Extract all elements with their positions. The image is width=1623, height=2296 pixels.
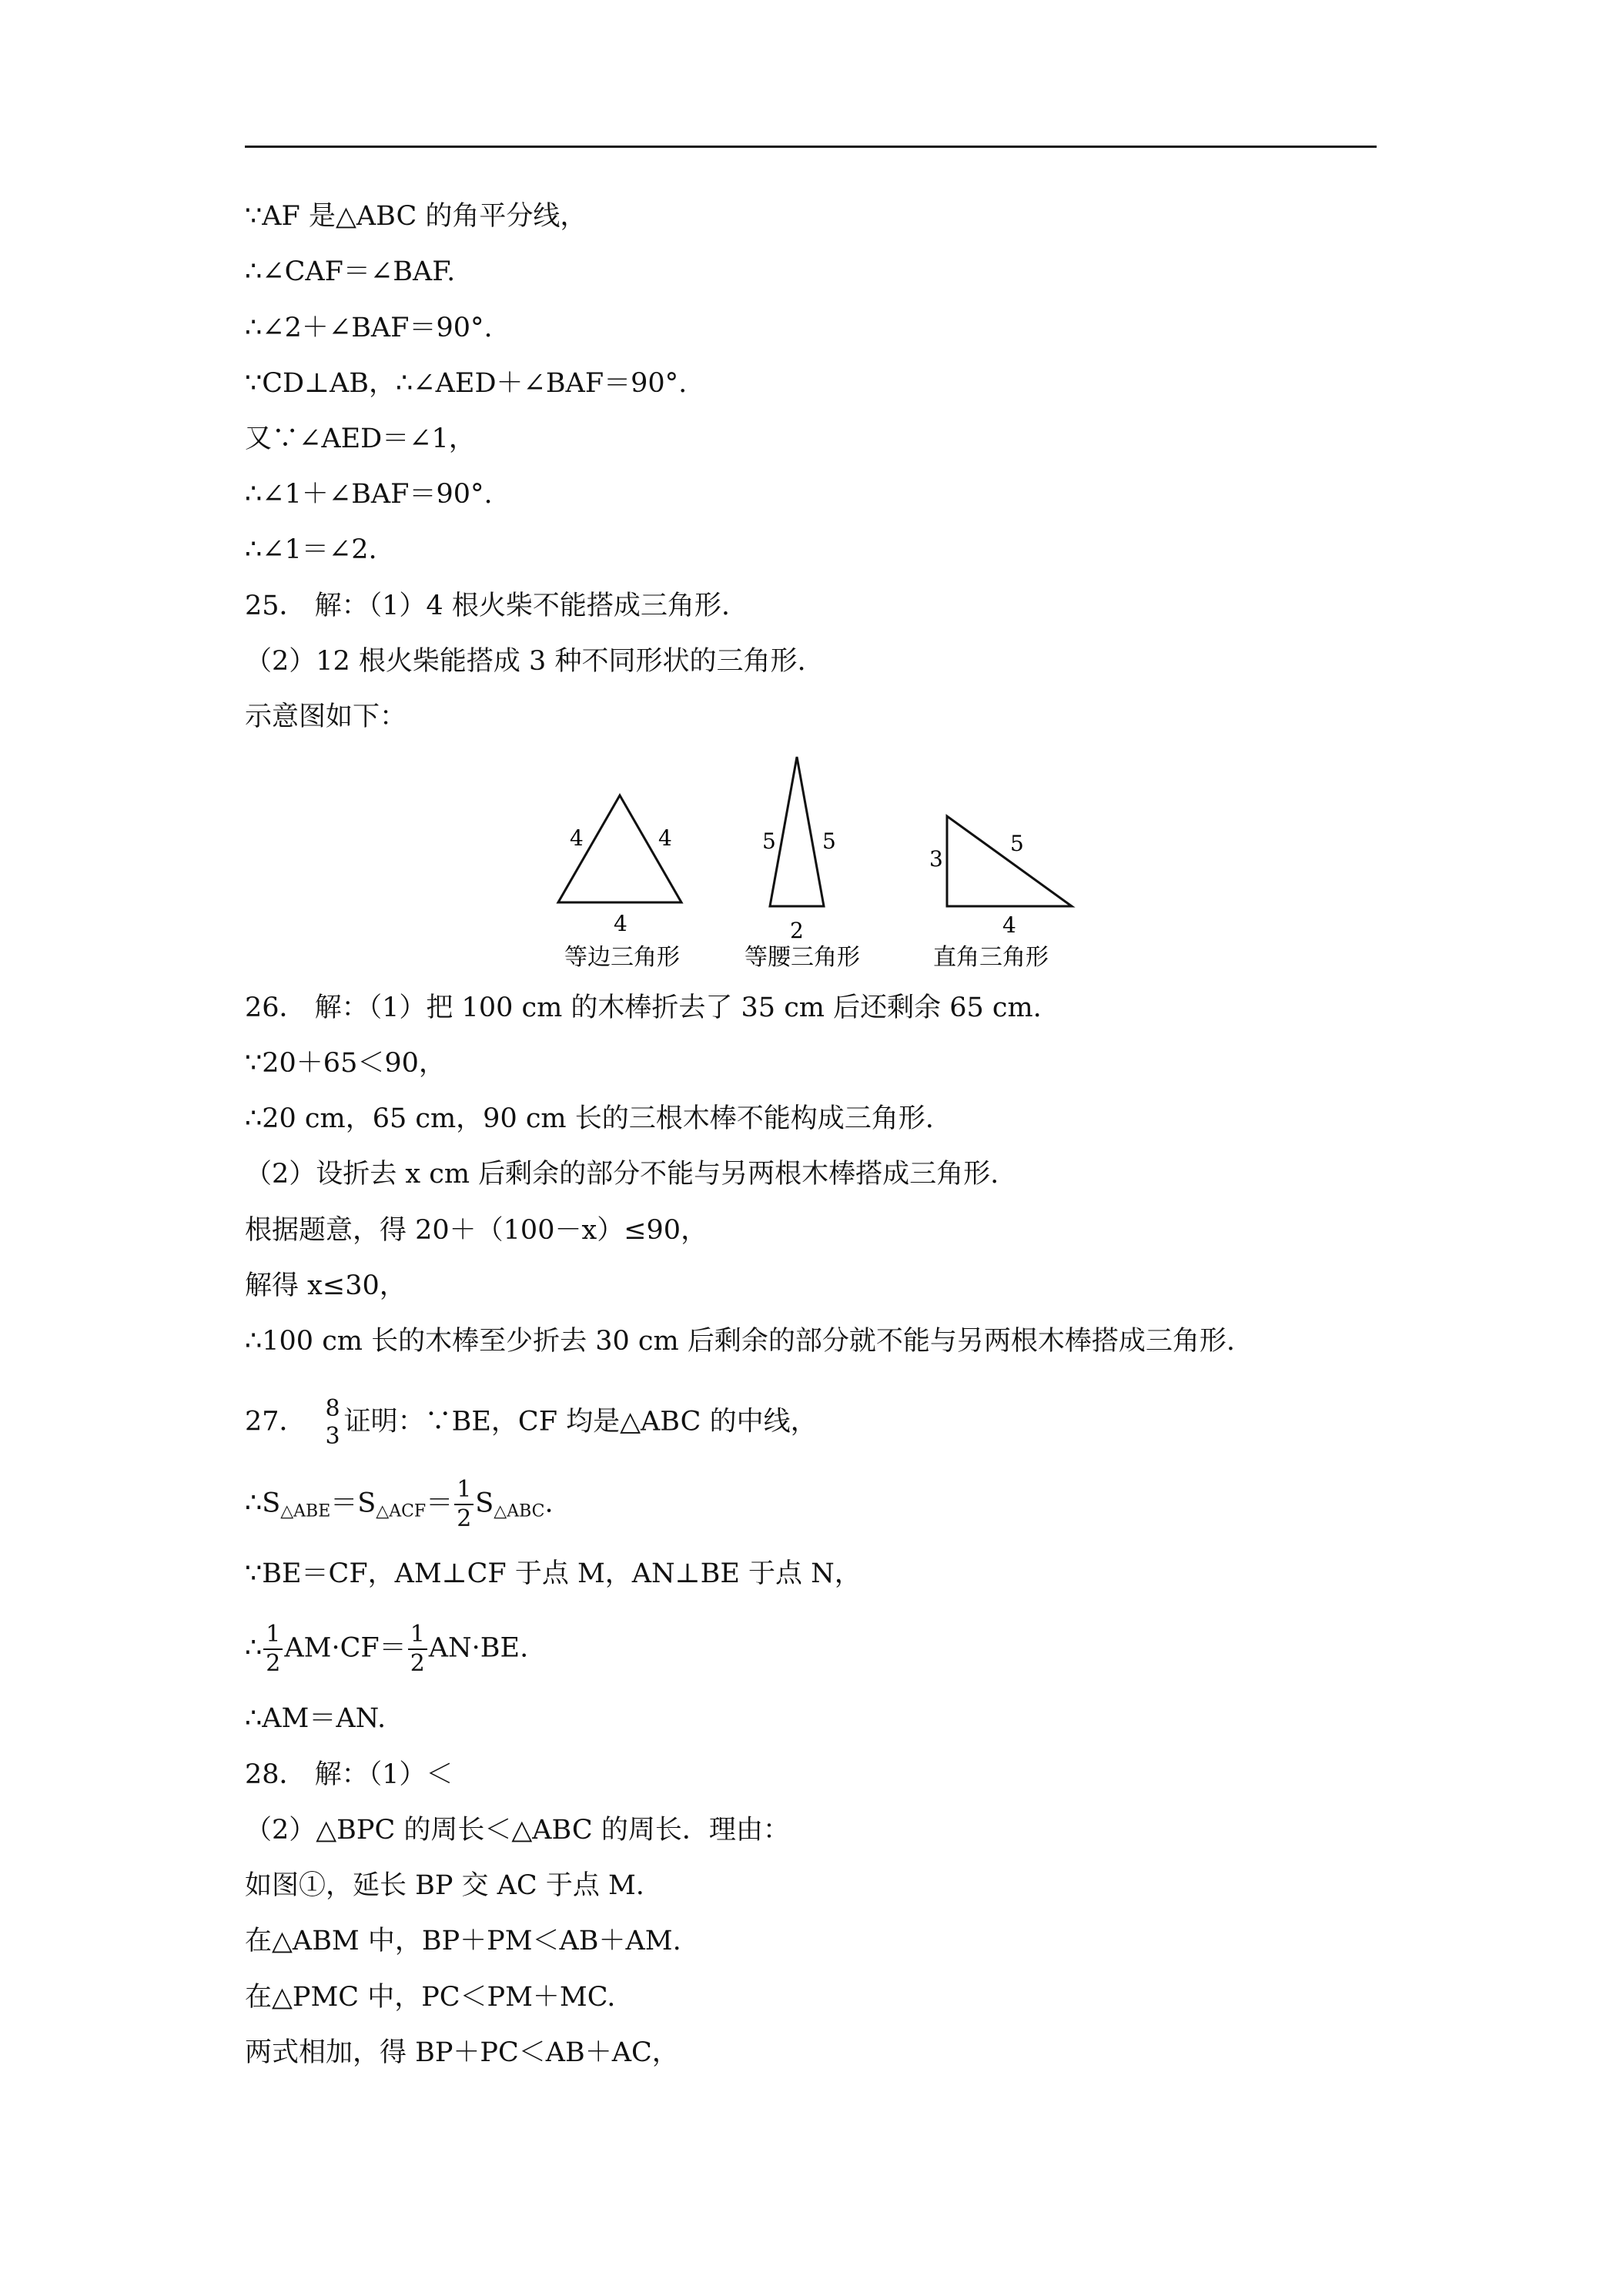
right-bottom-label: 4	[1002, 912, 1016, 938]
q27-area-line: $\therefore S_{\triangle ABE}=S_{\triangle ACF}=$ $\frac{1}{2}$ $S_{\triangle ABC}$.	[245, 1476, 554, 1532]
right-hypotenuse-label: 5	[1010, 831, 1024, 856]
q26-answer-1: 26． 解：（1）把 100 cm 的木棒折去了 35 cm 后还剩余 65 cm.	[245, 992, 1042, 1023]
right-vertical-label: 3	[929, 846, 943, 872]
one-half-fraction: $\frac{1}{2}$	[263, 1623, 283, 1675]
proof-line-2: ∴∠CAF＝∠BAF.	[245, 256, 456, 287]
right-caption: 直角三角形	[933, 944, 1049, 971]
proof-line-3: ∴∠2＋∠BAF＝90°.	[245, 313, 493, 343]
header-rule	[245, 146, 1377, 148]
q28-line-4: 在△ABM 中，BP＋PM＜AB＋AM.	[245, 1926, 681, 1956]
q25-diagram-caption: 示意图如下：	[245, 701, 407, 732]
q28-line-3: 如图①，延长 BP 交 AC 于点 M.	[245, 1870, 644, 1901]
right-triangle	[947, 816, 1072, 906]
one-half-fraction: $\frac{1}{2}$	[408, 1623, 427, 1675]
isosceles-left-label: 5	[762, 828, 776, 854]
q28-line-6: 两式相加，得 BP＋PC＜AB＋AC，	[245, 2037, 679, 2068]
isosceles-bottom-label: 2	[790, 918, 804, 943]
triangle-diagram	[539, 743, 1093, 974]
proof-line-5: 又∵∠AED＝∠1，	[245, 423, 476, 454]
q25-answer-2: （2）12 根火柴能搭成 3 种不同形状的三角形.	[245, 646, 806, 677]
isosceles-right-label: 5	[822, 828, 836, 854]
q27-am-line: ∴ $\frac{1}{2}$ AM·CF＝ $\frac{1}{2}$ AN·BE.	[245, 1621, 529, 1677]
proof-line-4: ∵CD⊥AB，∴∠AED＋∠BAF＝90°.	[245, 368, 688, 399]
q25-answer-1: 25． 解：（1）4 根火柴不能搭成三角形.	[245, 591, 730, 621]
isosceles-triangle	[770, 757, 824, 906]
q27-number: 27．	[245, 1406, 306, 1438]
q27-first-line	[245, 1397, 818, 1448]
q26-line-2: ∵20＋65＜90，	[245, 1048, 446, 1079]
q27-line-3: ∵BE＝CF，AM⊥CF 于点 M，AN⊥BE 于点 N，	[245, 1558, 862, 1589]
q27-text: 证明：∵BE，CF 均是△ABC 的中线，	[343, 1406, 818, 1438]
one-half-fraction: $\frac{1}{2}$	[454, 1478, 474, 1531]
q26-line-5: 根据题意，得 20＋（100－x）≤90，	[245, 1215, 708, 1246]
q28-line-2: （2）△BPC 的周长＜△ABC 的周长．理由：	[245, 1815, 790, 1846]
equilateral-bottom-label: 4	[614, 911, 627, 936]
q26-line-7: ∴100 cm 长的木棒至少折去 30 cm 后剩余的部分就不能与另两根木棒搭成三角形.	[245, 1326, 1235, 1357]
proof-line-7: ∴∠1＝∠2.	[245, 534, 377, 565]
q26-line-6: 解得 x≤30，	[245, 1270, 407, 1301]
q26-line-4: （2）设折去 x cm 后剩余的部分不能与另两根木棒搭成三角形.	[245, 1159, 999, 1190]
q27-stray-fraction: 8 3	[325, 1395, 340, 1450]
q26-line-3: ∴20 cm，65 cm，90 cm 长的三根木棒不能构成三角形.	[245, 1103, 934, 1134]
q28-answer-1: 28． 解：（1）＜	[245, 1759, 453, 1790]
equilateral-right-label: 4	[658, 825, 672, 851]
q28-line-5: 在△PMC 中，PC＜PM＋MC.	[245, 1982, 616, 2013]
proof-line-6: ∴∠1＋∠BAF＝90°.	[245, 479, 493, 510]
proof-line-1: ∵AF 是△ABC 的角平分线，	[245, 201, 587, 232]
equilateral-caption: 等边三角形	[564, 944, 680, 971]
isosceles-caption: 等腰三角形	[745, 944, 860, 971]
equilateral-left-label: 4	[570, 825, 584, 851]
q27-conclusion: ∴AM＝AN.	[245, 1703, 387, 1734]
